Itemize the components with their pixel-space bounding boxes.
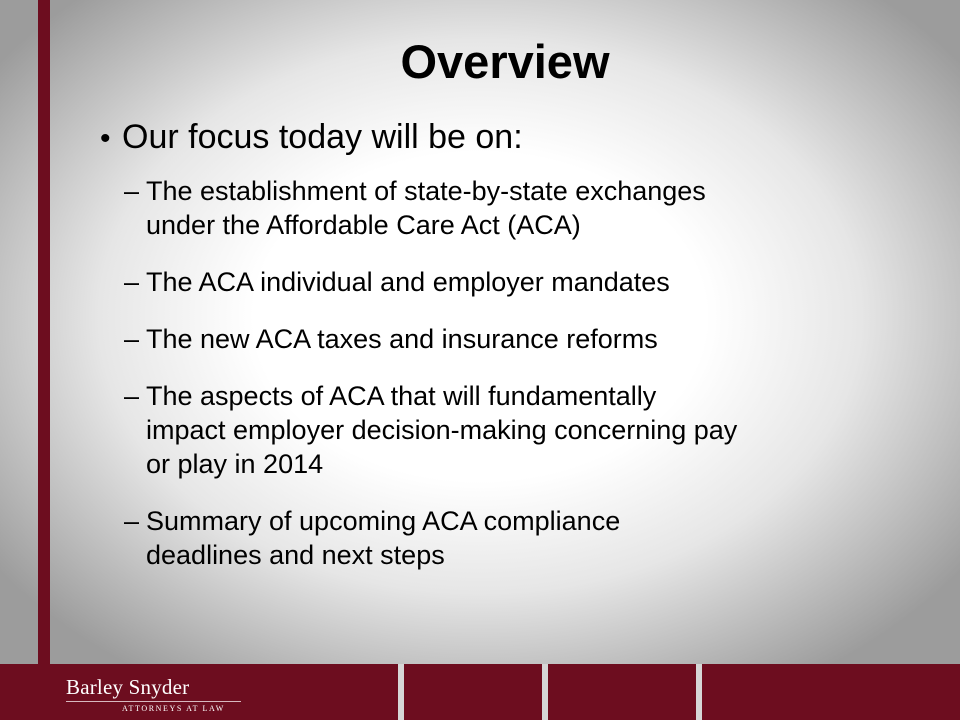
left-accent-bar xyxy=(38,0,50,664)
sub-bullet-text: The aspects of ACA that will fundamentally impact employer decision-making concerning pay or play in 2014 xyxy=(146,381,738,479)
logo-divider xyxy=(66,701,241,702)
sub-bullet-text: The establishment of state-by-state exchanges under the Affordable Care Act (ACA) xyxy=(146,176,706,240)
dash-icon: – xyxy=(124,267,140,297)
logo-block xyxy=(0,664,398,720)
sub-bullet-text: The ACA individual and employer mandates xyxy=(146,267,670,297)
dash-icon: – xyxy=(124,176,140,206)
main-bullet xyxy=(100,114,920,162)
firm-logo: Barley Snyder xyxy=(66,675,190,699)
sub-bullet xyxy=(124,174,920,242)
sub-bullet xyxy=(124,379,920,481)
footer-block xyxy=(548,664,696,720)
bullet-icon: • xyxy=(100,122,111,155)
sub-bullet xyxy=(124,265,920,299)
sub-bullet-list xyxy=(100,174,920,572)
slide-title: Overview xyxy=(400,35,610,88)
footer-block xyxy=(404,664,542,720)
sub-bullet xyxy=(124,504,920,572)
sub-bullet-text: Summary of upcoming ACA compliance deadlines and next steps xyxy=(146,506,621,570)
footer-block xyxy=(702,664,960,720)
dash-icon: – xyxy=(124,324,140,354)
footer-bar xyxy=(0,664,960,720)
dash-icon: – xyxy=(124,506,140,536)
sub-bullet xyxy=(124,322,920,356)
firm-tagline: ATTORNEYS AT LAW xyxy=(122,704,225,713)
dash-icon: – xyxy=(124,381,140,411)
sub-bullet-text: The new ACA taxes and insurance reforms xyxy=(146,324,658,354)
main-bullet-text: Our focus today will be on: xyxy=(122,118,523,156)
slide-content xyxy=(100,114,920,595)
